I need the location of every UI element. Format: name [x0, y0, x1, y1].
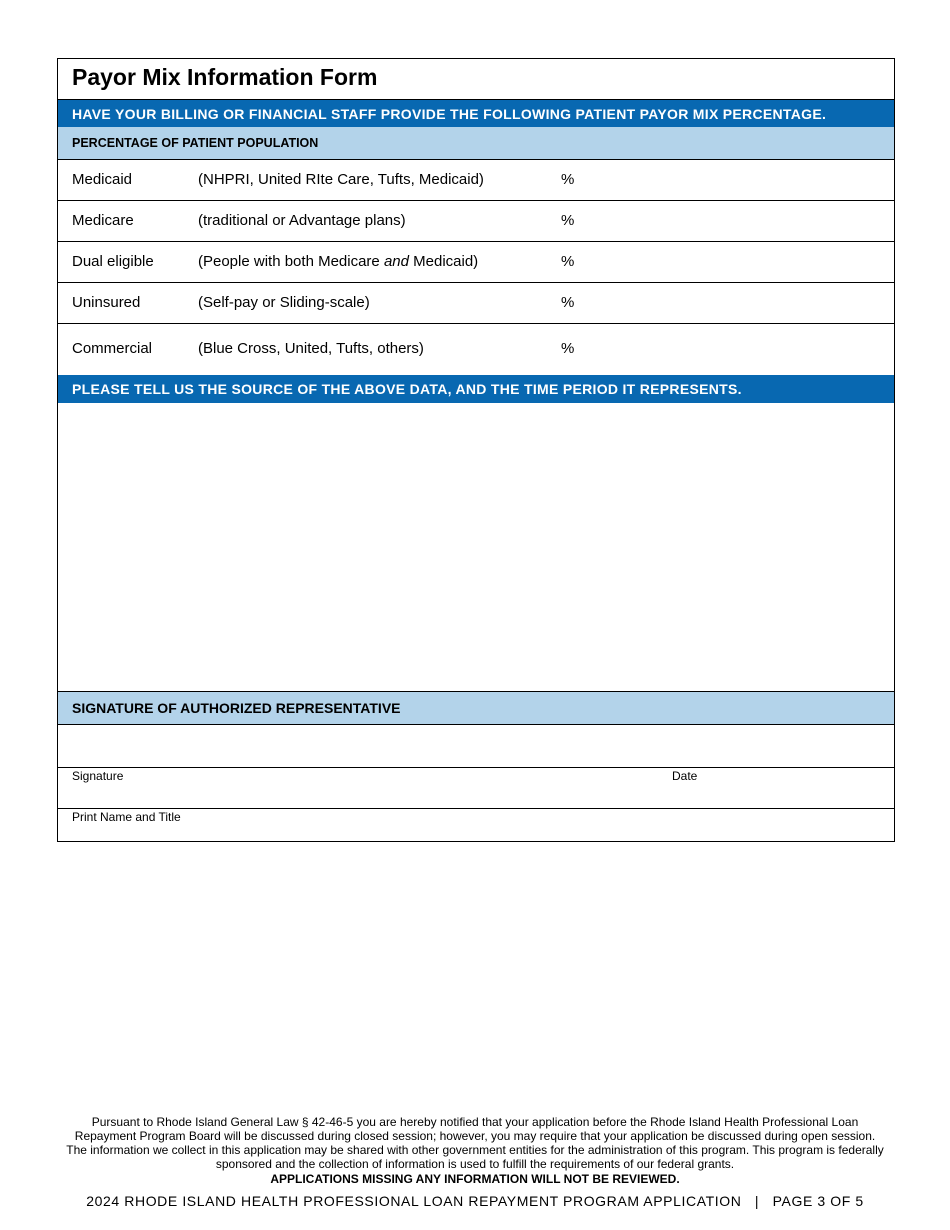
percent-field[interactable]: % [561, 253, 575, 270]
payor-row-commercial[interactable] [58, 324, 894, 375]
payor-name: Medicare [72, 212, 134, 229]
notice-line: Pursuant to Rhode Island General Law § 42-46-5 you are hereby notified that your application before the Rhode Island Health Professional Loan [91, 1115, 859, 1129]
missing-info-warning: APPLICATIONS MISSING ANY INFORMATION WILL NOT BE REVIEWED. [270, 1172, 680, 1186]
payor-name: Dual eligible [72, 253, 154, 270]
data-source-textarea[interactable] [58, 403, 894, 692]
payor-name: Commercial [72, 340, 153, 357]
date-label: Date [672, 769, 698, 783]
payor-mix-form [57, 58, 895, 842]
print-name-label: Print Name and Title [72, 810, 181, 824]
notice-line: The information we collect in this application may be shared with other government entities for the administration of this program. This program is federally [66, 1143, 884, 1157]
percent-field[interactable]: % [561, 171, 575, 188]
payor-row-medicaid[interactable] [58, 160, 894, 201]
signature-date-row[interactable] [58, 768, 894, 809]
legal-notice [40, 1115, 910, 1186]
payor-row-medicare[interactable] [58, 201, 894, 242]
payor-description: (People with both Medicare and Medicaid) [198, 253, 479, 270]
payor-row-dual-eligible[interactable] [58, 242, 894, 283]
payor-row-uninsured[interactable] [58, 283, 894, 324]
signature-input-area[interactable] [58, 725, 894, 768]
payor-name: Medicaid [72, 171, 133, 188]
print-name-row[interactable] [58, 809, 894, 841]
signature-section-header: SIGNATURE OF AUTHORIZED REPRESENTATIVE [58, 692, 894, 725]
payor-description: (Blue Cross, United, Tufts, others) [198, 340, 424, 357]
instruction-bar: HAVE YOUR BILLING OR FINANCIAL STAFF PROVIDE THE FOLLOWING PATIENT PAYOR MIX PERCENTAGE. [58, 100, 894, 127]
form-title: Payor Mix Information Form [58, 59, 894, 100]
percent-field[interactable]: % [561, 294, 575, 311]
percentage-section-header: PERCENTAGE OF PATIENT POPULATION [58, 127, 894, 160]
payor-description: (Self-pay or Sliding-scale) [198, 294, 370, 311]
program-page-footer: 2024 RHODE ISLAND HEALTH PROFESSIONAL LOAN REPAYMENT PROGRAM APPLICATION | PAGE 3 OF 5 [86, 1193, 864, 1209]
notice-line: sponsored and the collection of information is used to fulfill the requirements of our federal grants. [215, 1157, 735, 1171]
payor-name: Uninsured [72, 294, 141, 311]
payor-description: (traditional or Advantage plans) [198, 212, 406, 229]
percent-field[interactable]: % [561, 340, 575, 357]
percent-field[interactable]: % [561, 212, 575, 229]
notice-line: Repayment Program Board will be discussed during closed session; however, you may require that your application be discussed during open session. [74, 1129, 876, 1143]
signature-label: Signature [72, 769, 124, 783]
data-source-bar: PLEASE TELL US THE SOURCE OF THE ABOVE DATA, AND THE TIME PERIOD IT REPRESENTS. [58, 375, 894, 403]
payor-description: (NHPRI, United RIte Care, Tufts, Medicaid) [198, 171, 484, 188]
